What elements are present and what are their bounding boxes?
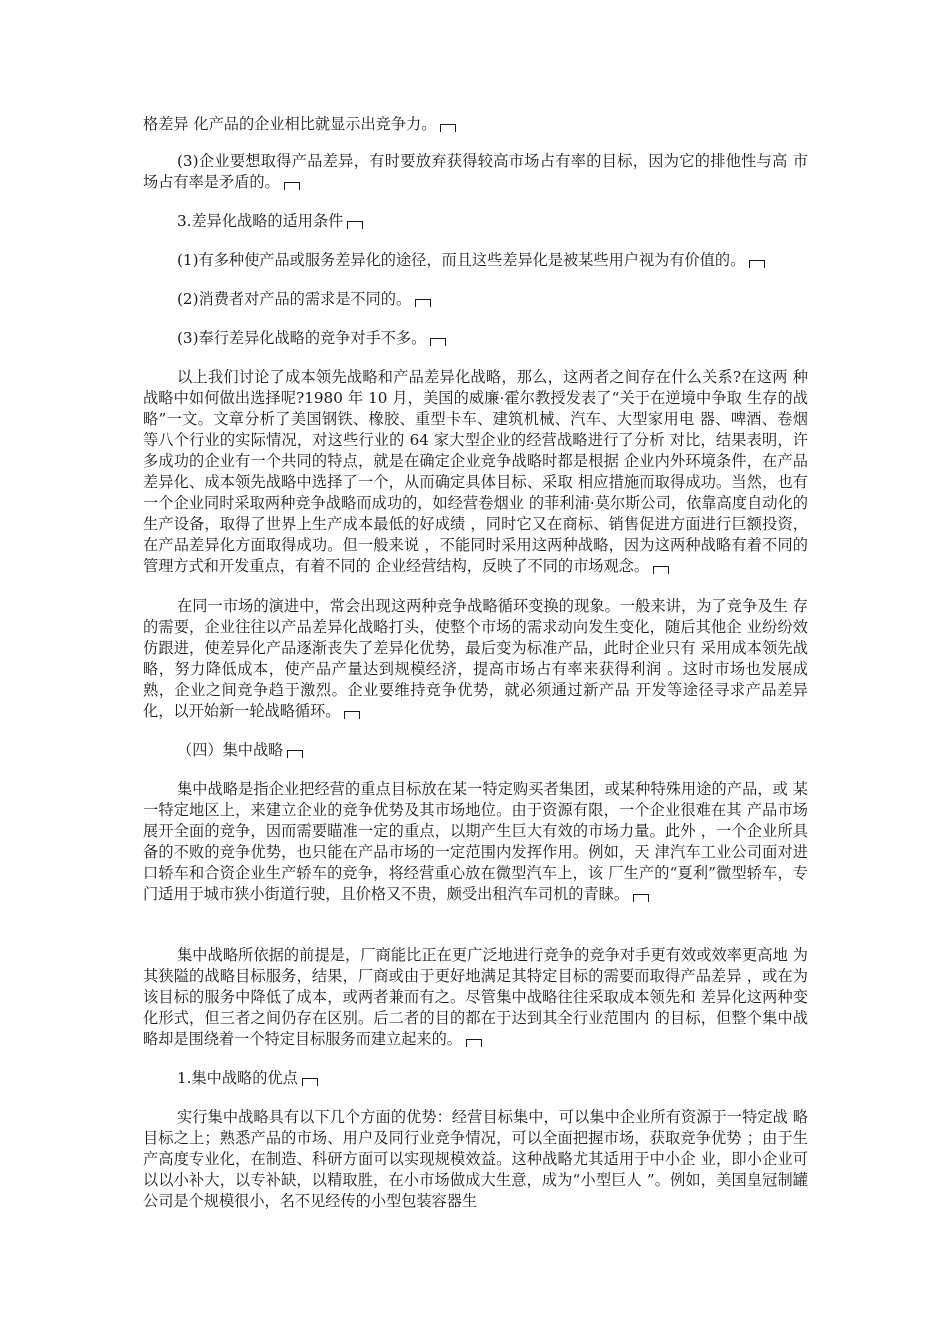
- paragraph-mark-icon: [344, 711, 360, 719]
- paragraph-mark-icon: [440, 124, 456, 132]
- paragraph-mark-icon: [749, 260, 765, 268]
- document-page: [143, 114, 808, 1212]
- paragraph-6: 以上我们讨论了成本领先战略和产品差异化战略，那么，这两者之间存在什么关系?在这两 种战略中如何做出选择呢?1980 年 10 月，美国的威廉·霍尔教授发表了“关于在逆境中争取 生存的战略”一文。文章分析了美国钢铁、橡胶、重型卡车、建筑机械、汽车、大型家用电 器、啤酒、卷烟等八个行业的实际情况，对这些行业的 64 家大型企业的经营战略进行了分析 对比，结果表明，许多成功的企业有一个共同的特点，就是在确定企业竞争战略时都是根据 企业内外环境条件，在产品差异化、成本领先战略中选择了一个，从而确定具体目标、采取 相应措施而取得成功。当然，也有一个企业同时采取两种竞争战略而成功的，如经营卷烟业 的菲利浦·莫尔斯公司，依靠高度自动化的生产设备，取得了世界上生产成本最低的好成绩 ，同时它又在商标、销售促进方面进行巨额投资，在产品差异化方面取得成功。但一般来说 ，不能同时采用这两种战略，因为这两种战略有着不同的管理方式和开发重点，有着不同的 企业经营结构，反映了不同的市场观念。: [143, 368, 808, 575]
- section-heading-3: 3.差异化战略的适用条件: [143, 211, 808, 232]
- paragraph-mark-icon: [287, 750, 303, 758]
- paragraph-mark-icon: [430, 338, 446, 346]
- paragraph-1: (3)企业要想取得产品差异，有时要放弃获得较高市场占有率的目标，因为它的排他性与高 市场占有率是矛盾的。: [143, 152, 808, 191]
- paragraph-mark-icon: [466, 1039, 482, 1047]
- paragraph-12: 实行集中战略具有以下几个方面的优势：经营目标集中，可以集中企业所有资源于一特定战 略目标之上；熟悉产品的市场、用户及同行业竞争情况，可以全面把握市场，获取竞争优势 ；由于生产高度专业化，在制造、科研方面可以实现规模效益。这种战略尤其适用于中小企 业，即小企业可以以小补大，以专补缺，以精取胜，在小市场做成大生意，成为“小型巨人 ”。例如，美国皇冠制罐公司是个规模很小，名不见经传的小型包装容器生: [143, 1108, 808, 1210]
- paragraph-mark-icon: [633, 894, 649, 902]
- section-heading-1: 1.集中战略的优点: [143, 1068, 808, 1089]
- paragraph-mark-icon: [284, 182, 300, 190]
- paragraph-mark-icon: [653, 566, 669, 574]
- paragraph-mark-icon: [302, 1078, 318, 1086]
- paragraph-5: (3)奉行差异化战略的竞争对手不多。: [143, 328, 808, 349]
- paragraph-mark-icon: [415, 299, 431, 307]
- paragraph-4: (2)消费者对产品的需求是不同的。: [143, 289, 808, 310]
- paragraph-3: (1)有多种使产品或服务差异化的途径，而且这些差异化是被某些用户视为有价值的。: [143, 250, 808, 271]
- paragraph-mark-icon: [347, 221, 363, 229]
- paragraph-7: 在同一市场的演进中，常会出现这两种竞争战略循环变换的现象。一般来讲，为了竞争及生 存的需要，企业往往以产品差异化战略打头，使整个市场的需求动向发生变化，随后其他企 业纷纷效仿跟进，使差异化产品逐渐丧失了差异化优势，最后变为标准产品，此时企业只有 采用成本领先战略，努力降低成本，使产品产量达到规模经济，提高市场占有率来获得利润 。这时市场也发展成熟，企业之间竞争趋于激烈。企业要维持竞争优势，就必须通过新产品 开发等途径寻求产品差异化，以开始新一轮战略循环。: [143, 597, 808, 720]
- paragraph-10: 集中战略所依据的前提是，厂商能比正在更广泛地进行竞争的竞争对手更有效或效率更高地 为其狭隘的战略目标服务，结果，厂商或由于更好地满足其特定目标的需要而取得产品差异 ，或在为该目标的服务中降低了成本，或两者兼而有之。尽管集中战略往往采取成本领先和 差异化这两种变化形式，但三者之间仍存在区别。后二者的目的都在于达到其全行业范围内 的目标，但整个集中战略却是围绕着一个特定目标服务而建立起来的。: [143, 946, 808, 1048]
- paragraph-0: 格差异 化产品的企业相比就显示出竞争力。: [143, 114, 808, 135]
- section-heading-concentration: （四）集中战略: [143, 740, 808, 761]
- paragraph-9: 集中战略是指企业把经营的重点目标放在某一特定购买者集团，或某种特殊用途的产品，或 某一特定地区上，来建立企业的竞争优势及其市场地位。由于资源有限，一个企业很难在其 产品市场展开全面的竞争，因而需要瞄准一定的重点，以期产生巨大有效的市场力量。此外 ，一个企业所具备的不败的竞争优势，也只能在产品市场的一定范围内发挥作用。例如，天 津汽车工业公司面对进口轿车和合资企业生产轿车的竞争，将经营重心放在微型汽车上，该 厂生产的“夏利”微型轿车，专门适用于城市狭小街道行驶，且价格又不贵，颇受出租汽车司机的青睐。: [143, 780, 808, 903]
